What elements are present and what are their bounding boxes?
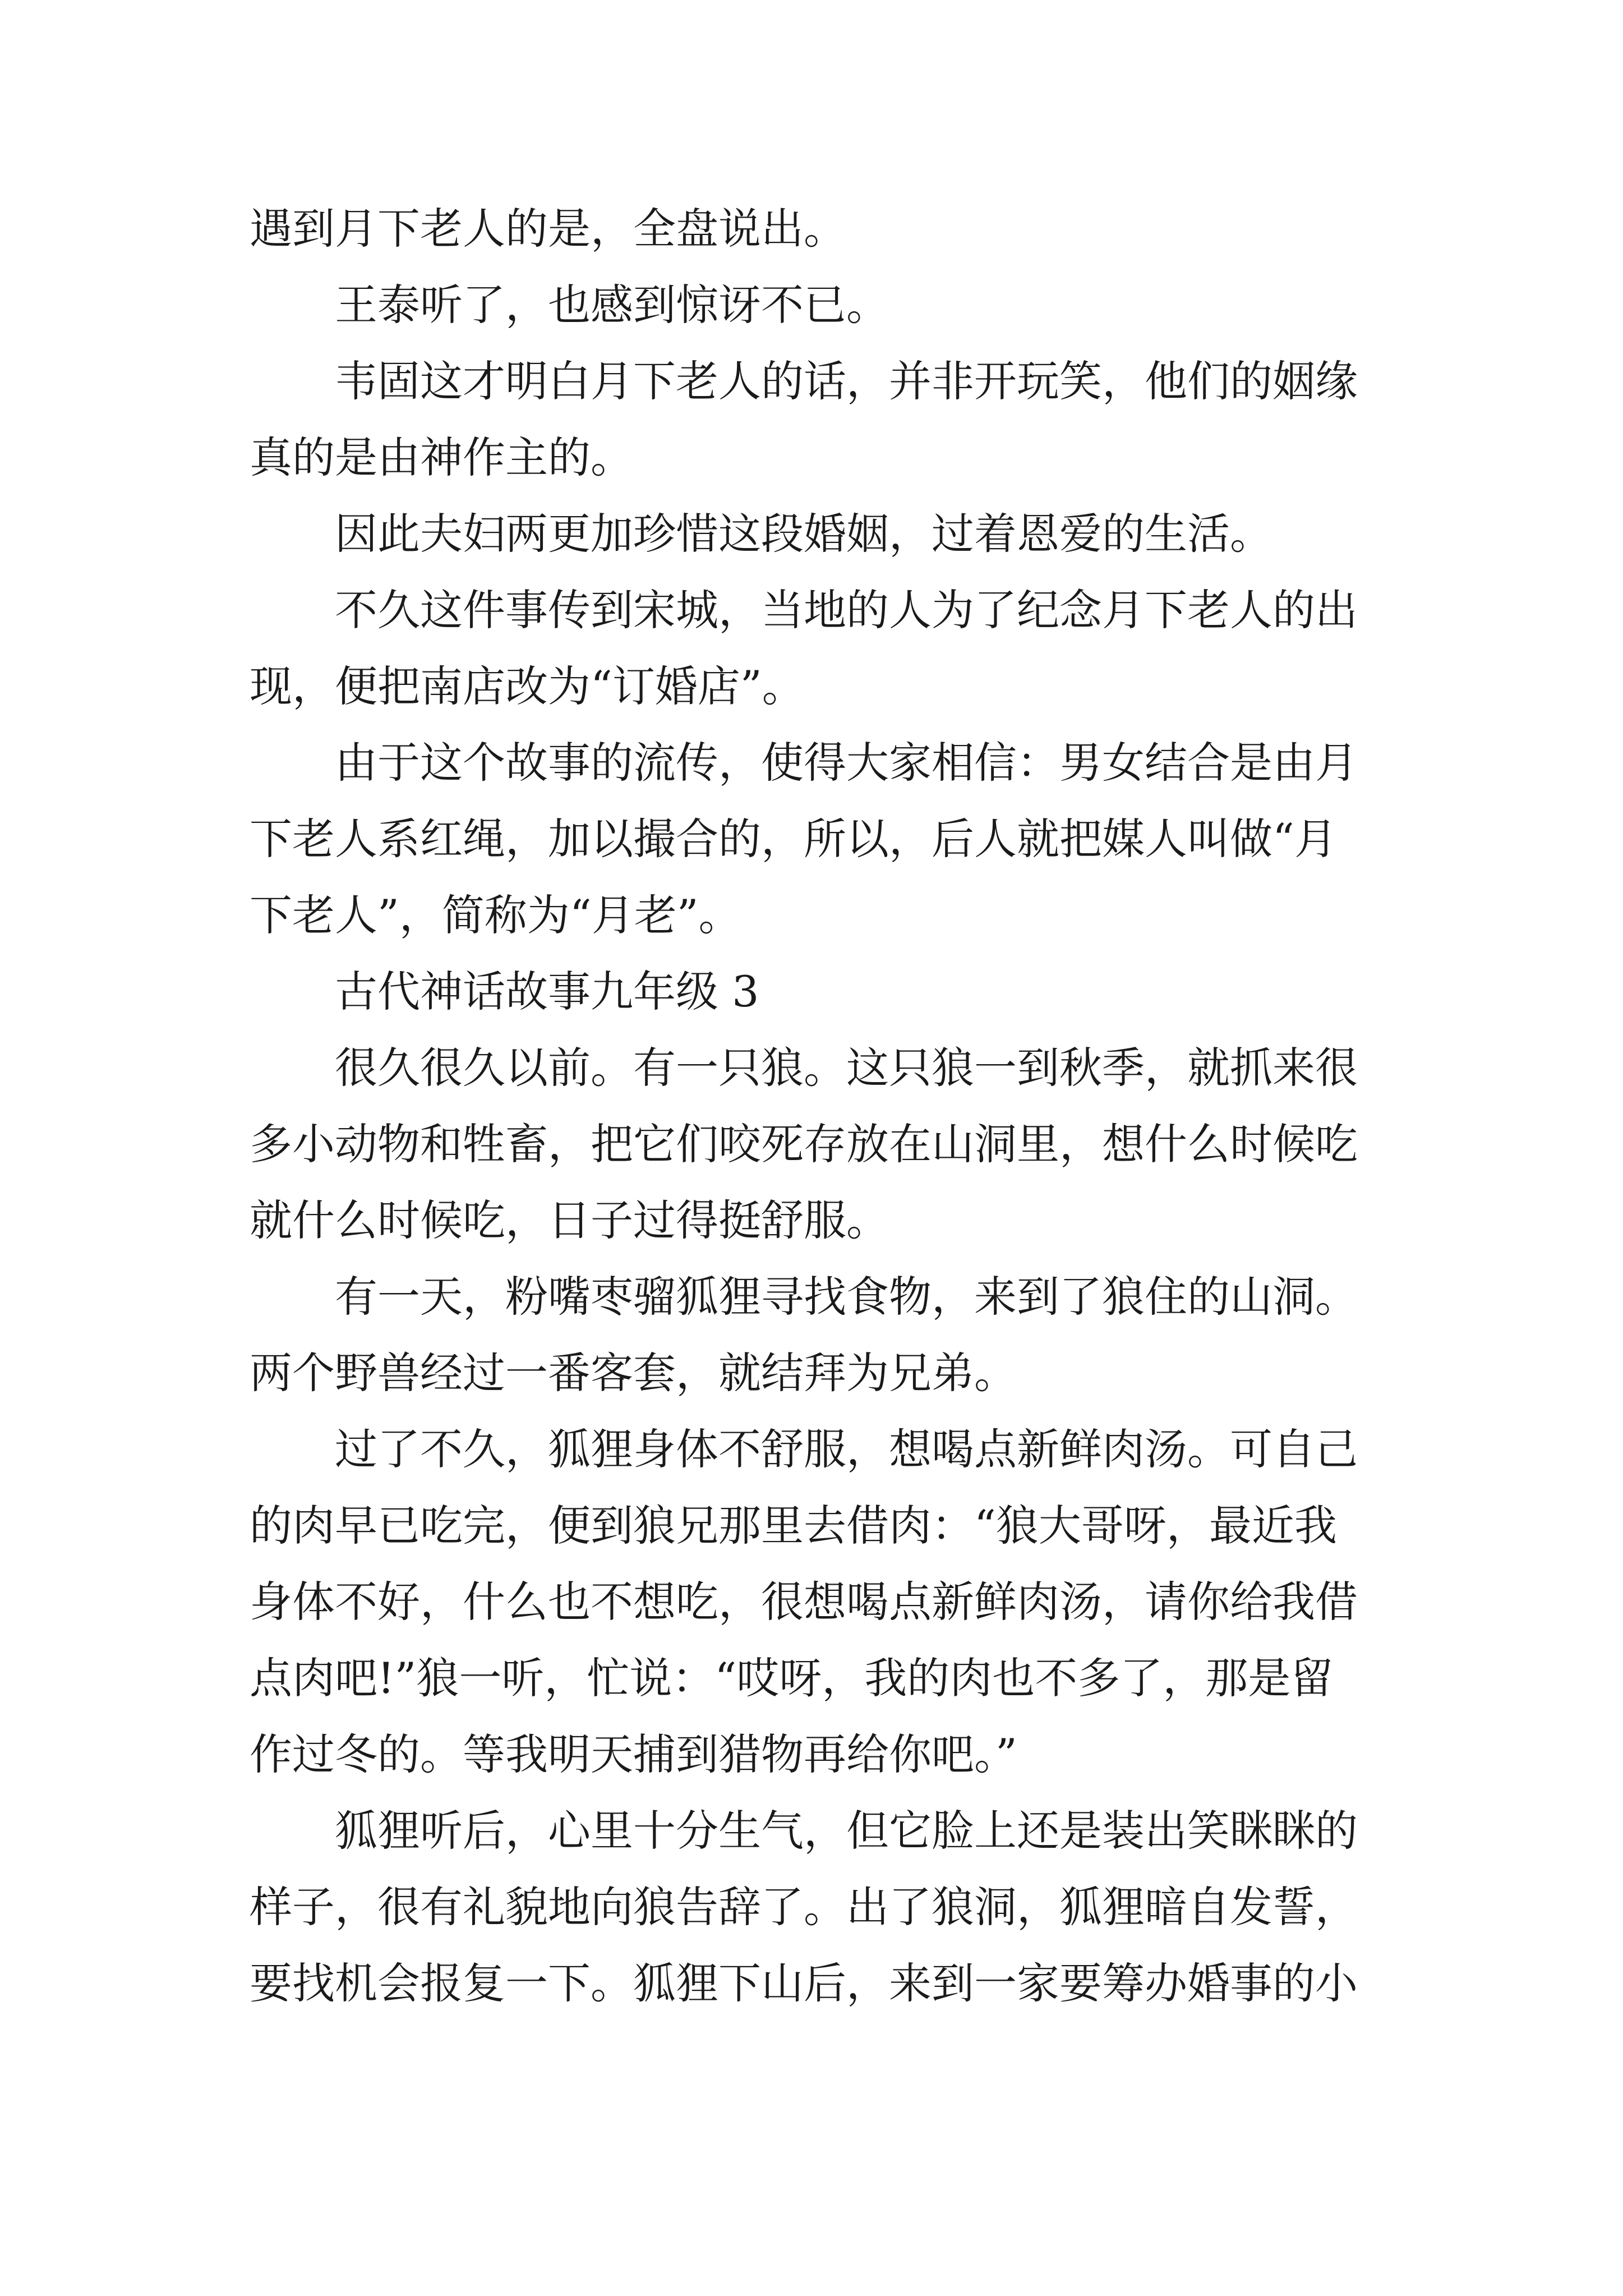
paragraph bbox=[250, 954, 1394, 1030]
paragraph bbox=[250, 1793, 1394, 2022]
text-line: 王泰听了，也感到惊讶不已。 bbox=[335, 280, 889, 330]
text-line: 的肉早已吃完，便到狼兄那里去借肉：“狼大哥呀，最近我 bbox=[250, 1501, 1337, 1550]
text-line: 有一天，粉嘴枣骝狐狸寻找食物，来到了狼住的山洞。 bbox=[335, 1272, 1358, 1322]
text-line: 古代神话故事九年级 3 bbox=[335, 967, 759, 1016]
text-line: 就什么时候吃，日子过得挺舒服。 bbox=[250, 1195, 889, 1245]
text-line: 很久很久以前。有一只狼。这只狼一到秋季，就抓来很 bbox=[335, 1043, 1358, 1093]
paragraph bbox=[250, 725, 1394, 954]
paragraph bbox=[250, 496, 1394, 572]
text-line: 因此夫妇两更加珍惜这段婚姻，过着恩爱的生活。 bbox=[335, 509, 1272, 559]
text-line: 两个野兽经过一番客套，就结拜为兄弟。 bbox=[250, 1348, 1017, 1398]
paragraph bbox=[250, 1259, 1394, 1411]
text-line: 下老人系红绳，加以撮合的，所以，后人就把媒人叫做“月 bbox=[250, 814, 1337, 864]
text-line: 韦固这才明白月下老人的话，并非开玩笑，他们的姻缘 bbox=[335, 356, 1358, 406]
text-line: 过了不久，狐狸身体不舒服，想喝点新鲜肉汤。可自己 bbox=[335, 1424, 1358, 1474]
paragraph bbox=[250, 1030, 1394, 1259]
text-line: 下老人”，简称为“月老”。 bbox=[250, 890, 741, 940]
paragraph bbox=[250, 191, 1394, 267]
text-line: 遇到月下老人的是，全盘说出。 bbox=[250, 204, 846, 254]
text-line: 由于这个故事的流传，使得大家相信：男女结合是由月 bbox=[335, 738, 1358, 788]
text-line: 狐狸听后，心里十分生气，但它脸上还是装出笑眯眯的 bbox=[335, 1806, 1358, 1856]
paragraph bbox=[250, 267, 1394, 343]
paragraph bbox=[250, 572, 1394, 725]
text-line: 样子，很有礼貌地向狼告辞了。出了狼洞，狐狸暗自发誓， bbox=[250, 1882, 1358, 1932]
text-line: 身体不好，什么也不想吃，很想喝点新鲜肉汤，请你给我借 bbox=[250, 1577, 1358, 1627]
paragraph bbox=[250, 343, 1394, 496]
text-line: 现，便把南店改为“订婚店”。 bbox=[250, 661, 805, 711]
text-line: 多小动物和牲畜，把它们咬死存放在山洞里，想什么时候吃 bbox=[250, 1119, 1358, 1169]
text-line: 要找机会报复一下。狐狸下山后，来到一家要筹办婚事的小 bbox=[250, 1958, 1358, 2008]
paragraph bbox=[250, 1411, 1394, 1793]
text-line: 点肉吧!”狼一听，忙说：“哎呀，我的肉也不多了，那是留 bbox=[250, 1653, 1334, 1703]
text-line: 作过冬的。等我明天捕到猎物再给你吧。” bbox=[250, 1729, 1017, 1779]
text-line: 真的是由神作主的。 bbox=[250, 432, 633, 482]
text-line: 不久这件事传到宋城，当地的人为了纪念月下老人的出 bbox=[335, 585, 1358, 635]
document-body bbox=[250, 191, 1394, 2022]
